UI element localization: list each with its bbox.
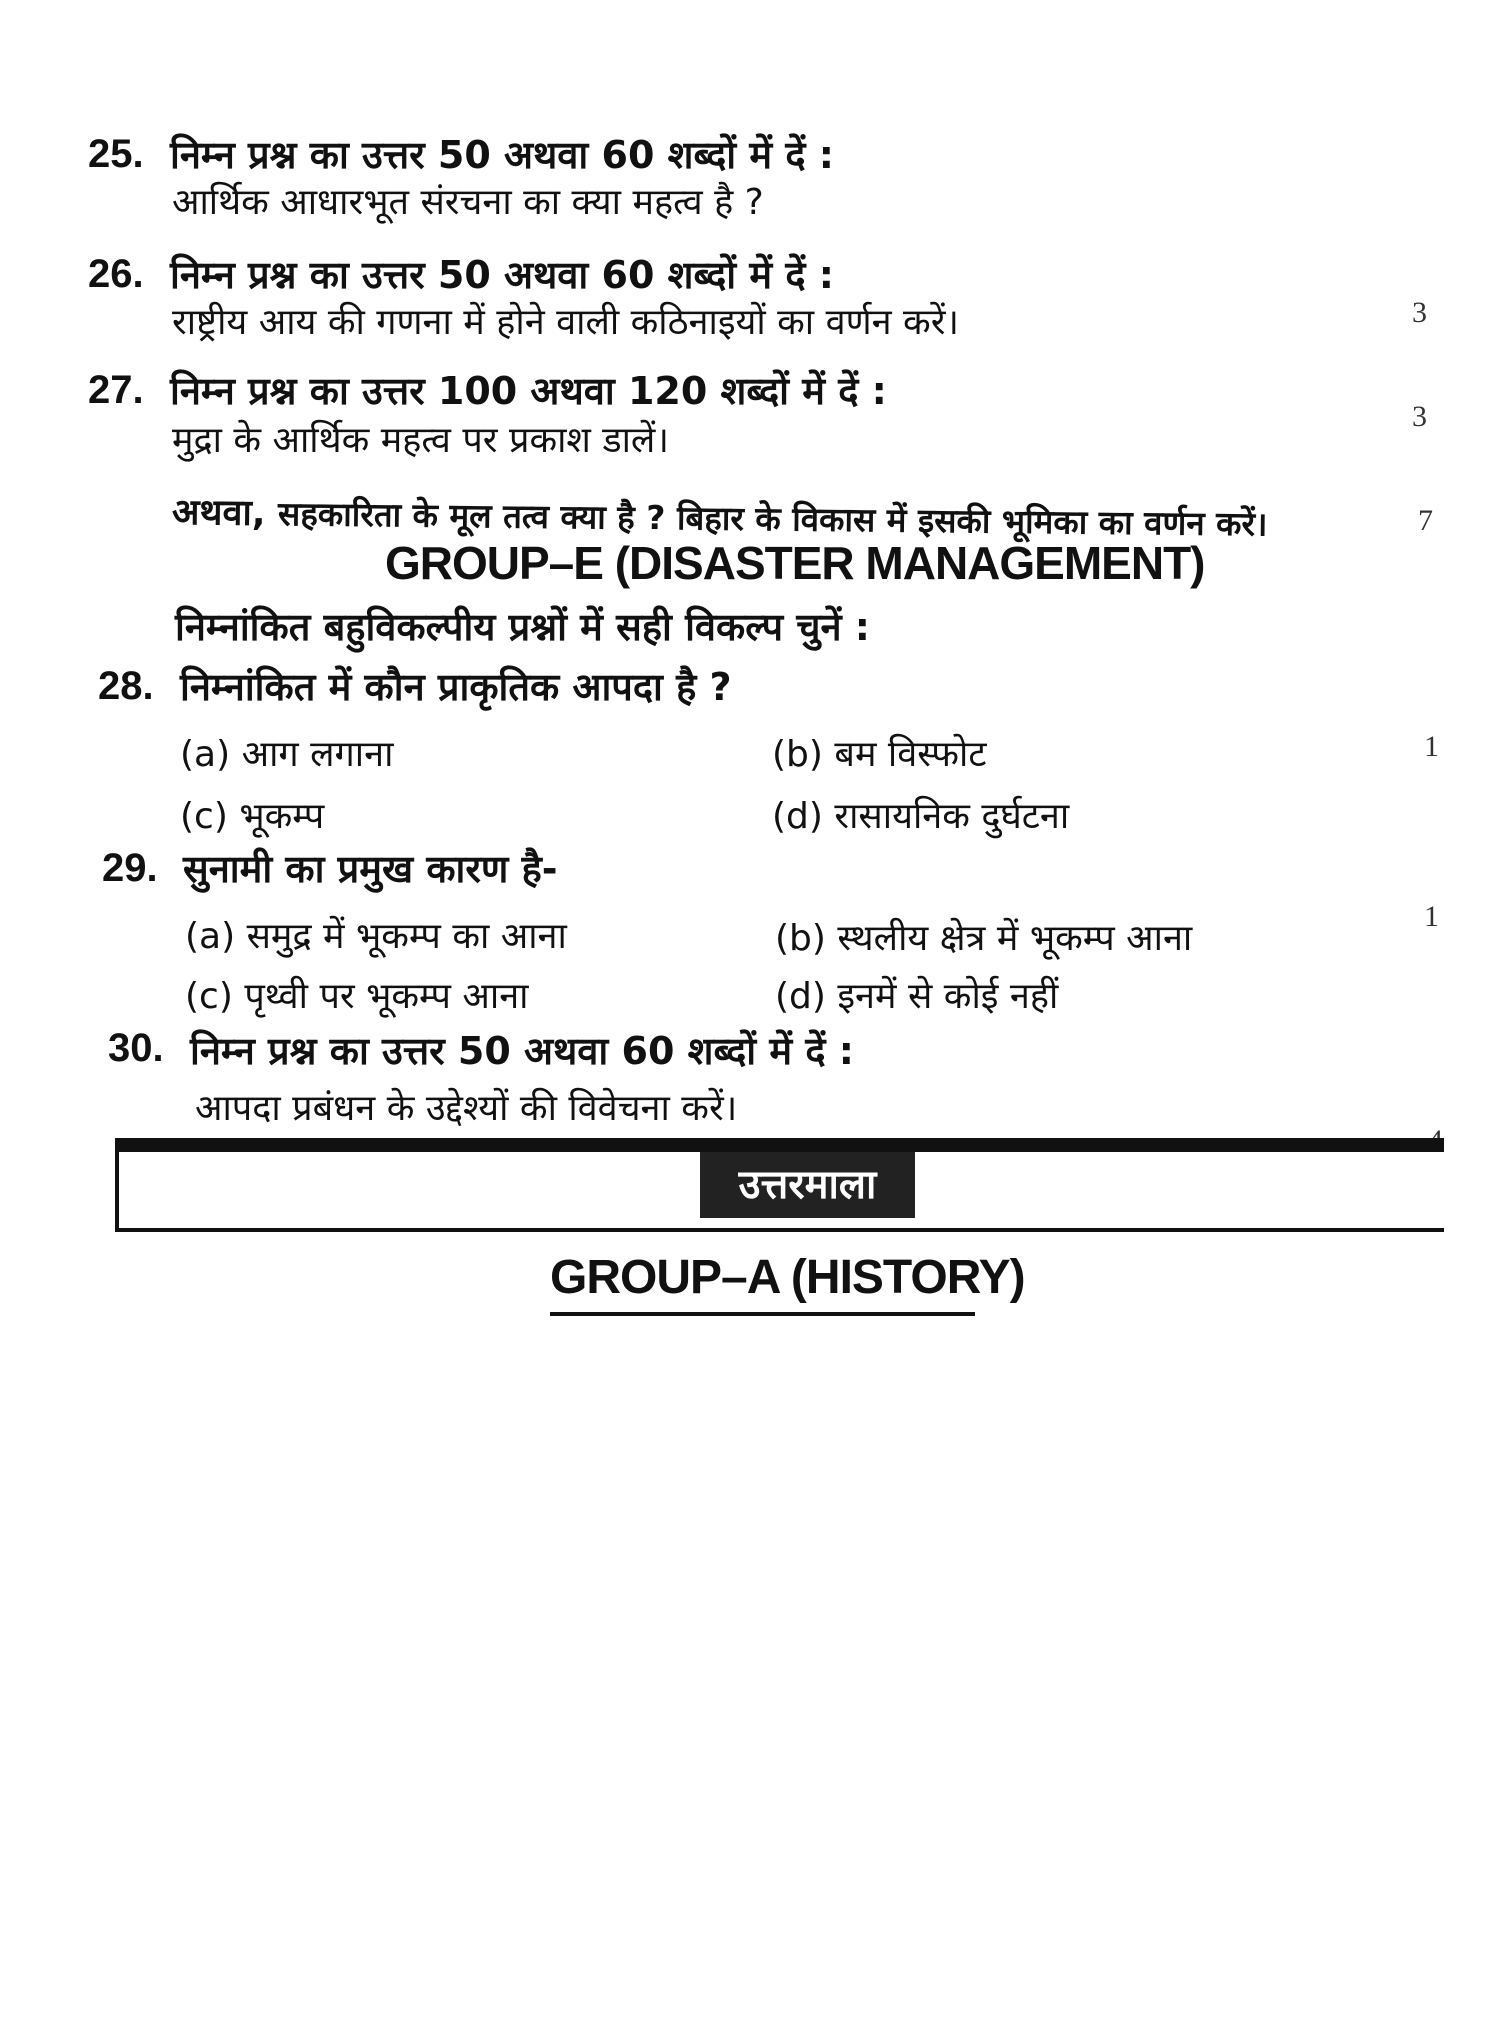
question-text: निम्नांकित में कौन प्राकृतिक आपदा है ?	[180, 665, 732, 709]
answer-key-label: उत्तरमाला	[700, 1152, 915, 1218]
option-d: (d) इनमें से कोई नहीं	[775, 976, 1059, 1017]
question-text: आपदा प्रबंधन के उद्देश्यों की विवेचना करें।	[195, 1088, 738, 1129]
marks: 3	[1412, 400, 1427, 433]
question-number: 27.	[88, 368, 144, 412]
option-b: (b) बम विस्फोट	[772, 734, 987, 775]
group-a-title: GROUP–A (HISTORY)	[550, 1251, 1025, 1304]
question-text: आर्थिक आधारभूत संरचना का क्या महत्व है ?	[172, 182, 764, 223]
marks: 4	[1428, 1124, 1443, 1157]
or-text: सहकारिता के मूल तत्व क्या है ? बिहार के विकास में इसकी भूमिका का वर्णन करें।	[277, 494, 1268, 544]
question-number: 28.	[98, 664, 154, 708]
marks: 1	[1424, 900, 1439, 933]
section-instruction: निम्नांकित बहुविकल्पीय प्रश्नों में सही विकल्प चुनें :	[175, 605, 870, 649]
option-c: (c) भूकम्प	[180, 796, 325, 837]
title-underline	[550, 1312, 975, 1316]
marks: 7	[1418, 504, 1433, 537]
option-b: (b) स्थलीय क्षेत्र में भूकम्प आना	[775, 918, 1193, 959]
question-text: राष्ट्रीय आय की गणना में होने वाली कठिनाइयों का वर्णन करें।	[172, 302, 960, 343]
question-text: सुनामी का प्रमुख कारण है-	[183, 847, 558, 891]
option-c: (c) पृथ्वी पर भूकम्प आना	[185, 976, 529, 1017]
question-number: 25.	[88, 132, 144, 176]
section-title: GROUP–E (DISASTER MANAGEMENT)	[385, 537, 1205, 589]
question-number: 26.	[88, 252, 144, 296]
question-instruction: निम्न प्रश्न का उत्तर 50 अथवा 60 शब्दों में दें :	[170, 133, 834, 177]
option-a: (a) समुद्र में भूकम्प का आना	[185, 916, 567, 957]
option-d: (d) रासायनिक दुर्घटना	[772, 796, 1070, 837]
question-instruction: निम्न प्रश्न का उत्तर 50 अथवा 60 शब्दों में दें :	[170, 253, 834, 297]
question-number: 30.	[108, 1026, 164, 1070]
or-prefix: अथवा,	[171, 492, 266, 534]
option-a: (a) आग लगाना	[180, 734, 394, 775]
question-number: 29.	[102, 846, 158, 890]
question-instruction: निम्न प्रश्न का उत्तर 100 अथवा 120 शब्दों में दें :	[170, 369, 887, 413]
question-text: मुद्रा के आर्थिक महत्व पर प्रकाश डालें।	[172, 420, 669, 461]
marks: 1	[1424, 730, 1439, 763]
marks: 3	[1412, 296, 1427, 329]
question-instruction: निम्न प्रश्न का उत्तर 50 अथवा 60 शब्दों में दें :	[190, 1029, 854, 1073]
